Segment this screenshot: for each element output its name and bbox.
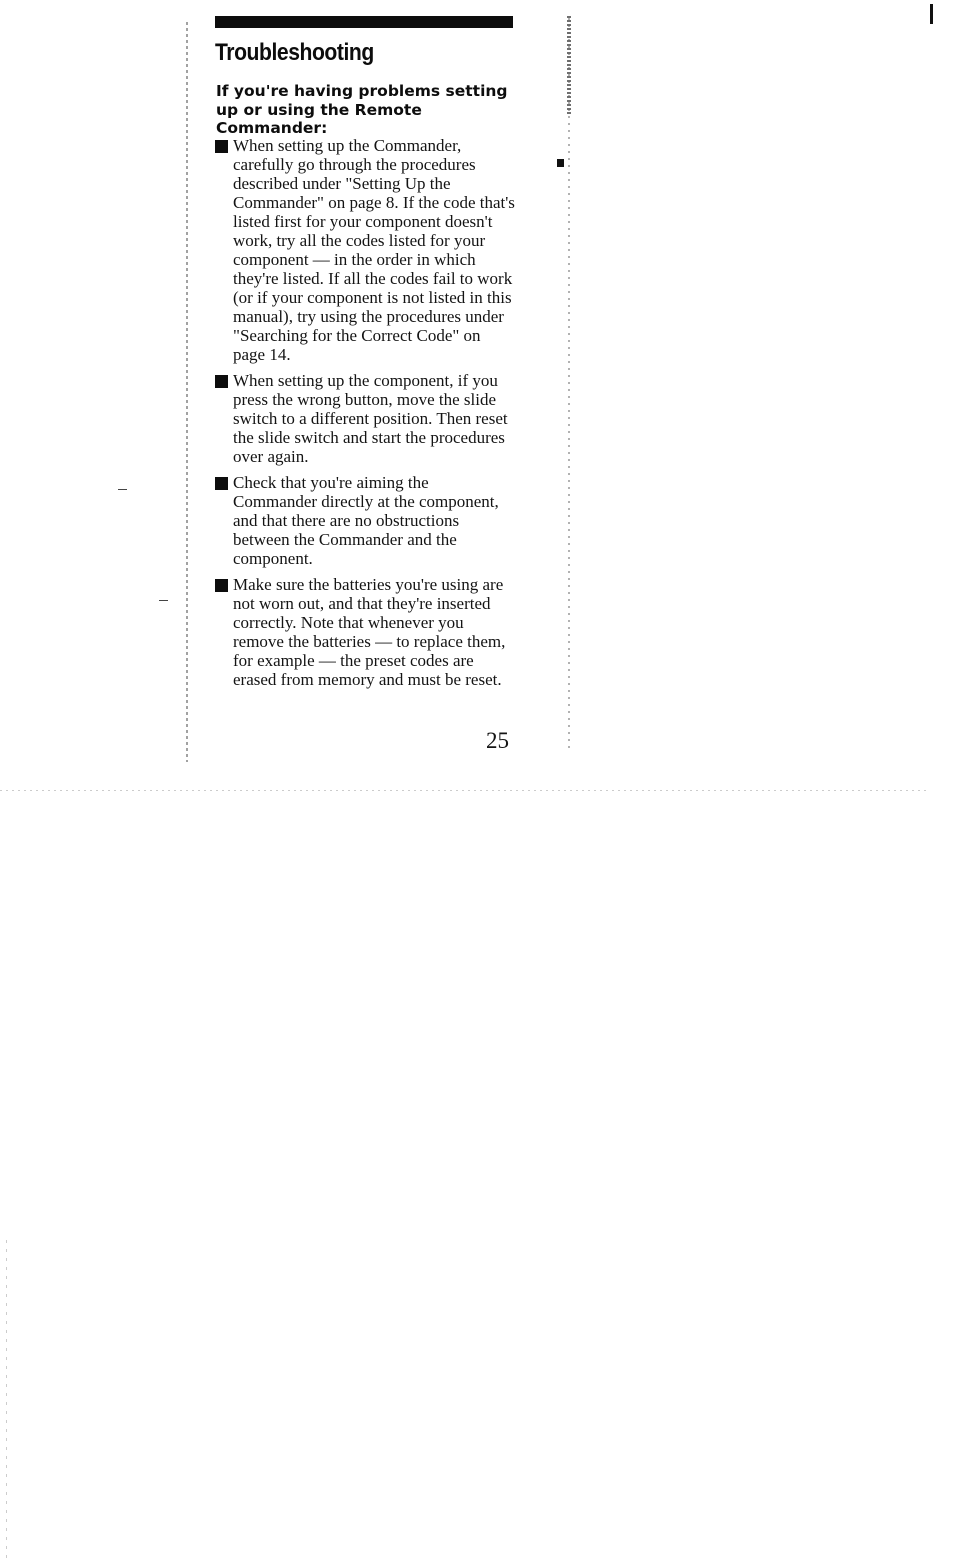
section-heading: If you're having problems setting up or using the Remote Commander: bbox=[216, 82, 508, 137]
section-header-bar bbox=[215, 16, 513, 28]
list-item-text: Make sure the batteries you're using are not worn out, and that they're inserted correctly. Note that whenever you remove the batteries — to replace them, for example — the preset codes are erased from memory and must be reset. bbox=[233, 575, 506, 689]
corner-mark bbox=[930, 4, 933, 24]
list-item-text: When setting up the Commander, carefully go through the procedures described under "Setting Up the Commander" on page 8. If the code that's listed first for your component doesn't work, try all the codes listed for your component — in the order in which they're listed. If all the codes fail to work (or if your component is not listed in this manual), try using the procedures under "Searching for the Correct Code" on page 14. bbox=[233, 136, 515, 364]
list-item bbox=[215, 136, 515, 364]
scan-left-margin bbox=[6, 1240, 7, 1560]
list-item bbox=[215, 371, 515, 466]
list-item bbox=[215, 575, 515, 689]
list-item-text: Check that you're aiming the Commander directly at the component, and that there are no obstructions between the Commander and the component. bbox=[233, 473, 499, 568]
square-bullet-icon bbox=[215, 477, 228, 490]
side-square-mark bbox=[557, 159, 564, 167]
square-bullet-icon bbox=[215, 375, 228, 388]
dash-mark bbox=[118, 489, 127, 490]
page-number: 25 bbox=[486, 728, 509, 753]
scan-bottom-line bbox=[0, 790, 930, 791]
list-item bbox=[215, 473, 515, 568]
troubleshooting-list bbox=[215, 136, 515, 696]
dash-mark bbox=[159, 600, 168, 601]
page-title: Troubleshooting bbox=[215, 39, 374, 66]
scan-edge-left bbox=[186, 22, 188, 762]
square-bullet-icon bbox=[215, 140, 228, 153]
square-bullet-icon bbox=[215, 579, 228, 592]
list-item-text: When setting up the component, if you press the wrong button, move the slide switch to a different position. Then reset the slide switch and start the procedures over again. bbox=[233, 371, 508, 466]
scan-edge-right bbox=[568, 18, 570, 748]
